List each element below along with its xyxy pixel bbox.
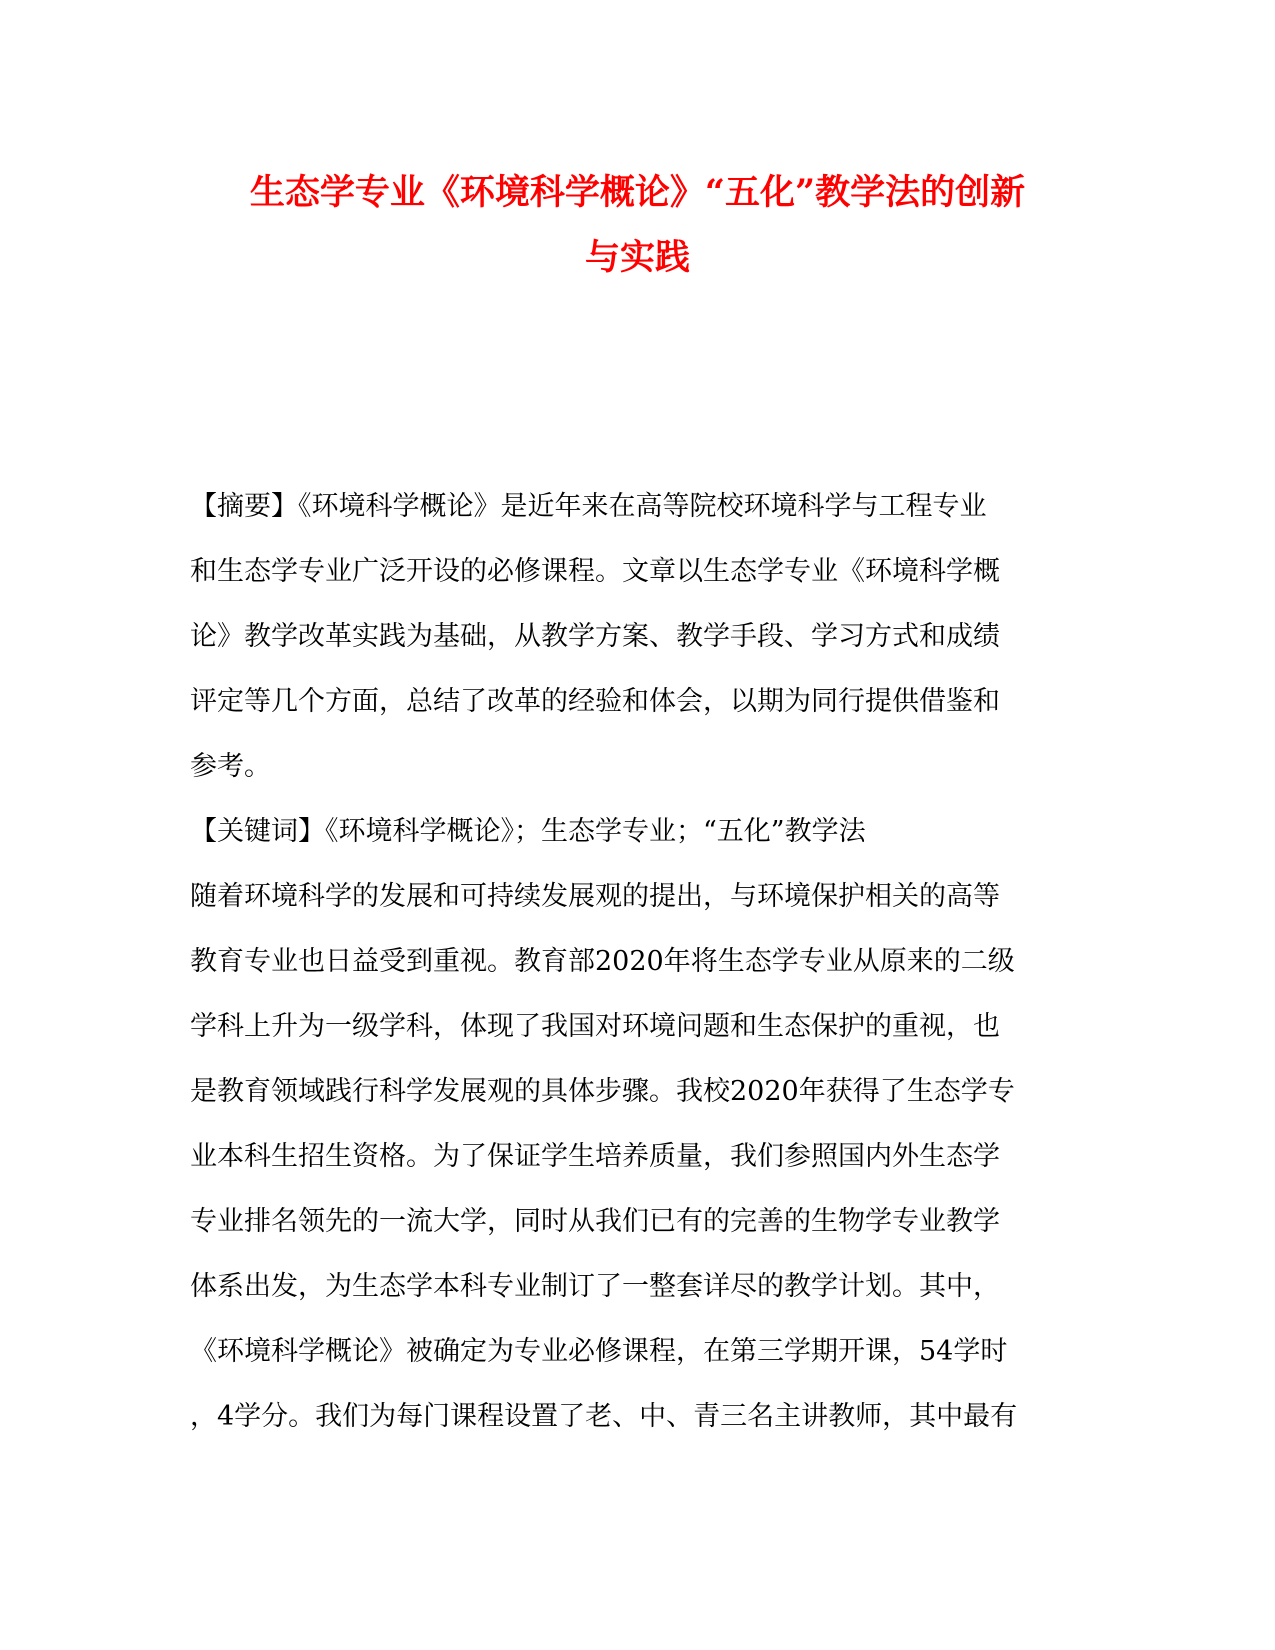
keywords-line: 【关键词】《环境科学概论》；生态学专业；“五化”教学法 bbox=[190, 816, 866, 847]
paragraph-line-4: 是教育领域践行科学发展观的具体步骤。我校2020年获得了生态学专 bbox=[190, 1076, 1015, 1107]
paragraph-line-6: 专业排名领先的一流大学，同时从我们已有的完善的生物学专业教学 bbox=[190, 1206, 1000, 1237]
abstract-line-5: 参考。 bbox=[190, 751, 271, 782]
paragraph-line-3: 学科上升为一级学科，体现了我国对环境问题和生态保护的重视，也 bbox=[190, 1011, 1000, 1042]
paragraph-line-9: ，4学分。我们为每门课程设置了老、中、青三名主讲教师，其中最有 bbox=[190, 1401, 1018, 1432]
paragraph-line-1: 随着环境科学的发展和可持续发展观的提出，与环境保护相关的高等 bbox=[190, 881, 1000, 912]
paragraph-line-5: 业本科生招生资格。为了保证学生培养质量，我们参照国内外生态学 bbox=[190, 1141, 1000, 1172]
paragraph-line-7: 体系出发，为生态学本科专业制订了一整套详尽的教学计划。其中， bbox=[190, 1271, 1000, 1302]
paragraph-line-8: 《环境科学概论》被确定为专业必修课程，在第三学期开课，54学时 bbox=[190, 1336, 1008, 1367]
abstract-line-3: 论》教学改革实践为基础，从教学方案、教学手段、学习方式和成绩 bbox=[190, 621, 1000, 652]
abstract-line-2: 和生态学专业广泛开设的必修课程。文章以生态学专业《环境科学概 bbox=[190, 556, 1000, 587]
paragraph-line-2: 教育专业也日益受到重视。教育部2020年将生态学专业从原来的二级 bbox=[190, 946, 1015, 977]
document-body bbox=[190, 474, 1090, 1449]
abstract-line-1: 【摘要】《环境科学概论》是近年来在高等院校环境科学与工程专业 bbox=[190, 491, 987, 522]
document-title bbox=[150, 160, 1125, 290]
title-line-2: 与实践 bbox=[584, 237, 690, 278]
abstract-line-4: 评定等几个方面，总结了改革的经验和体会，以期为同行提供借鉴和 bbox=[190, 686, 1000, 717]
title-line-1: 生态学专业《环境科学概论》“五化”教学法的创新 bbox=[249, 172, 1026, 213]
